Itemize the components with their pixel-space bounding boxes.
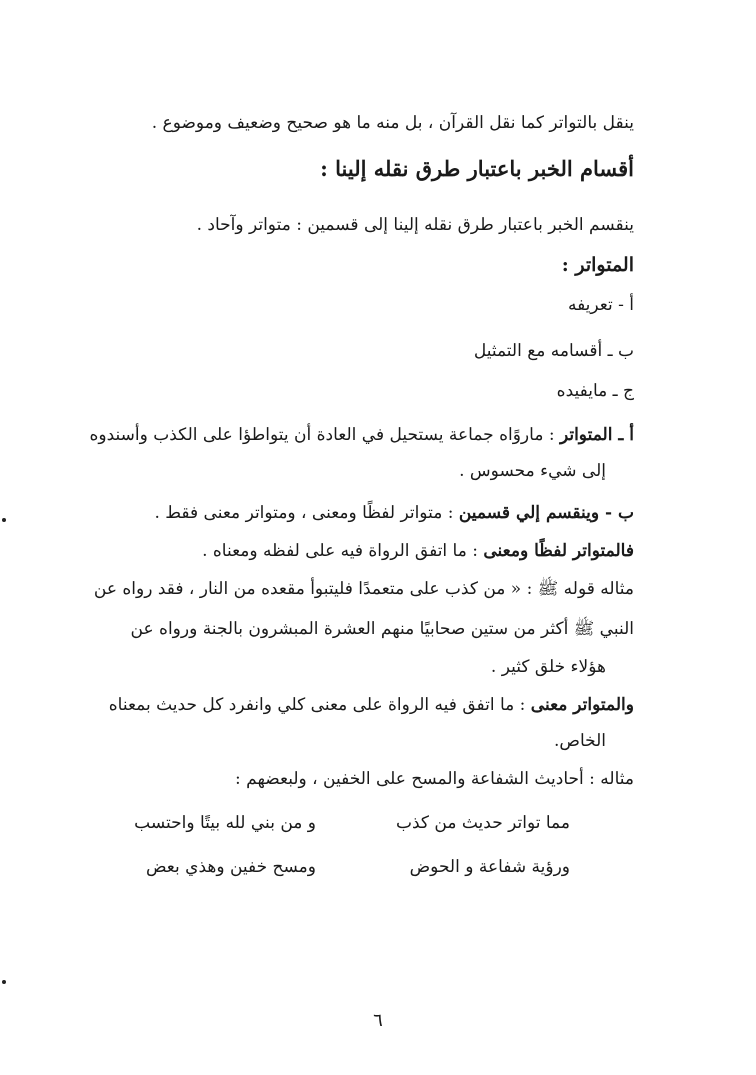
division-label: ب - وينقسم إلي قسمين (458, 503, 634, 523)
definition-line-1 (90, 424, 635, 446)
lafzi-label: فالمتواتر لفظًا ومعنى (483, 541, 634, 561)
definition-text: : ماروًاه جماعة يستحيل في العادة أن يتواطؤا على الكذب وأسندوه (89, 425, 555, 445)
page-number: ٦ (373, 1010, 383, 1031)
poem-verse-1-left: و من بني لله بيتًا واحتسب (134, 813, 316, 833)
manawi-line-2: الخاص. (553, 731, 606, 751)
manawi-line-1 (109, 694, 634, 716)
lafzi-text: : ما اتفق الرواة فيه على لفظه ومعناه . (202, 541, 478, 561)
definition-line-2: إلى شيء محسوس . (459, 461, 606, 481)
division-line (154, 502, 634, 524)
list-item-a: أ - تعريفه (567, 295, 634, 315)
definition-label: أ ـ المتواتر (559, 425, 634, 445)
division-text: : متواتر لفظًا ومعنى ، ومتواتر معنى فقط . (154, 503, 454, 523)
list-item-j: ج ـ مايفيده (556, 381, 634, 401)
manawi-text: : ما اتفق فيه الرواة على معنى كلي وانفرد كل حديث بمعناه (108, 695, 526, 715)
text-line-1: ينقل بالتواتر كما نقل القرآن ، بل منه ما هو صحيح وضعيف وموضوع . (151, 113, 634, 133)
list-item-b: ب ـ أقسامه مع التمثيل (473, 341, 634, 361)
mutawatir-title: المتواتر : (561, 254, 634, 276)
example1-line-3: هؤلاء خلق كثير . (490, 657, 606, 677)
section-heading: أقسام الخبر باعتبار طرق نقله إلينا : (320, 156, 634, 181)
example1-line-1: مثاله قوله ﷺ : « من كذب على متعمدًا فليتبوأ مقعده من النار ، فقد رواه عن (93, 579, 634, 599)
text-line-2: ينقسم الخبر باعتبار طرق نقله إلينا إلى قسمين : متواتر وآحاد . (196, 215, 634, 235)
example1-line-2: النبي ﷺ أكثر من ستين صحابيًا منهم العشرة المبشرون بالجنة ورواه عن (130, 619, 634, 639)
example2-line: مثاله : أحاديث الشفاعة والمسح على الخفين ، ولبعضهم : (235, 769, 634, 789)
manawi-label: والمتواتر معنى (530, 695, 634, 715)
scan-mark-dot (2, 518, 6, 522)
poem-verse-1-right: مما تواتر حديث من كذب (395, 813, 570, 833)
lafzi-line (202, 540, 634, 562)
scan-mark-dot (2, 980, 6, 984)
poem-verse-2-left: ومسح خفين وهذي بعض (145, 857, 316, 877)
poem-verse-2-right: ورؤية شفاعة و الحوض (409, 857, 570, 877)
